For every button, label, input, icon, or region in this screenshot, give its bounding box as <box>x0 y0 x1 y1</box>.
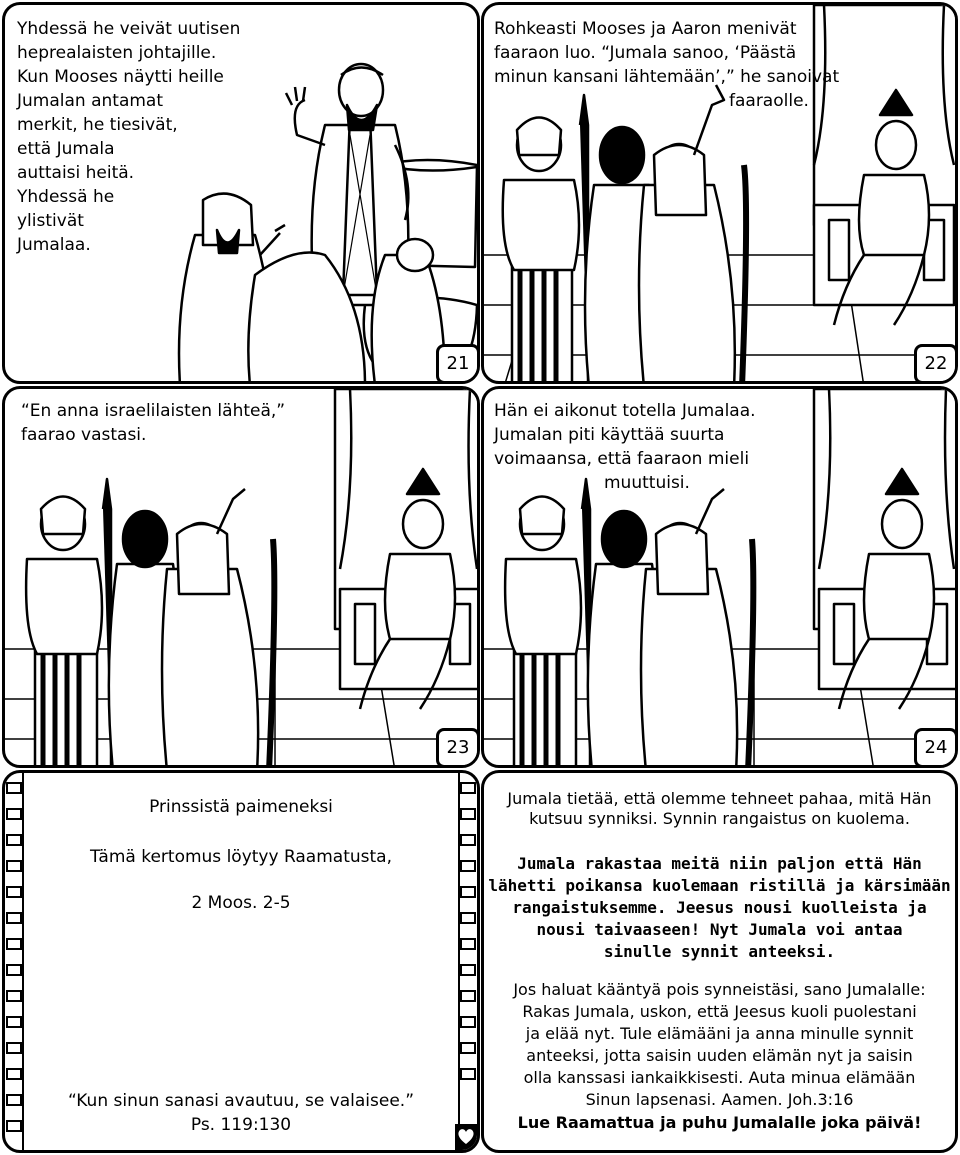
quote-reference: Ps. 119:130 <box>190 1115 292 1135</box>
panel-24-caption: Hän ei aikonut totella Jumalaa. Jumalan piti käyttää suurta voimaansa, että faaraon mieli muuttuisi. <box>494 401 756 493</box>
panel-number: 22 <box>914 344 958 384</box>
source-line: Tämä kertomus löytyy Raamatusta, <box>90 847 392 867</box>
gospel-panel <box>481 770 958 1153</box>
panel-number: 23 <box>436 728 480 768</box>
prayer-paragraph: Jos haluat kääntyä pois synneistäsi, sano Jumalalle: Rakas Jumala, uskon, että Jeesus kuoli puolestani ja elää nyt. Tule elämääni ja anna minulle synnit anteeksi, jotta saisin uuden elämän nyt ja saisin olla kanssasi iankaikkisesti. Auta minua elämään Sinun lapsenasi. Aamen. Joh.3:16 <box>513 980 926 1109</box>
panel-23-caption: “En anna israelilaisten lähteä,” faarao vastasi. <box>21 401 286 445</box>
panel-number: 24 <box>914 728 958 768</box>
panel-21-caption: Yhdessä he veivät uutisen heprealaisten johtajille. Kun Mooses näytti heille Jumalan antamat merkit, he tiesivät, että Jumala auttaisi heitä. Yhdessä he ylistivät Jumalaa. <box>17 19 241 255</box>
comic-panel-24 <box>481 386 958 768</box>
scripture-quote: “Kun sinun sanasi avautuu, se valaisee.” <box>67 1091 415 1111</box>
scripture-reference: 2 Moos. 2-5 <box>191 893 291 913</box>
comic-panel-21 <box>2 2 480 384</box>
panel-number: 21 <box>436 344 480 384</box>
comic-panel-22 <box>481 2 958 384</box>
heart-icon <box>455 1124 477 1150</box>
comic-panel-23 <box>2 386 480 768</box>
cover-panel <box>2 770 480 1153</box>
sin-paragraph: Jumala tietää, että olemme tehneet pahaa, mitä Hän kutsuu synniksi. Synnin rangaistus on kuolema. <box>507 789 932 828</box>
love-paragraph: Jumala rakastaa meitä niin paljon että Hän lähetti poikansa kuolemaan ristillä ja kärsimään rangaistuksemme. Jeesus nousi kuolleista ja nousi taivaaseen! Nyt Jumala voi antaa sinulle synnit anteeksi. <box>488 854 951 961</box>
closing-line: Lue Raamattua ja puhu Jumalalle joka päivä! <box>517 1113 922 1132</box>
panel-22-caption: Rohkeasti Mooses ja Aaron menivät faaraon luo. “Jumala sanoo, ‘Päästä minun kansani lähtemään’,” he sanoivat faaraolle. <box>494 19 840 111</box>
story-title: Prinssistä paimeneksi <box>149 797 333 817</box>
